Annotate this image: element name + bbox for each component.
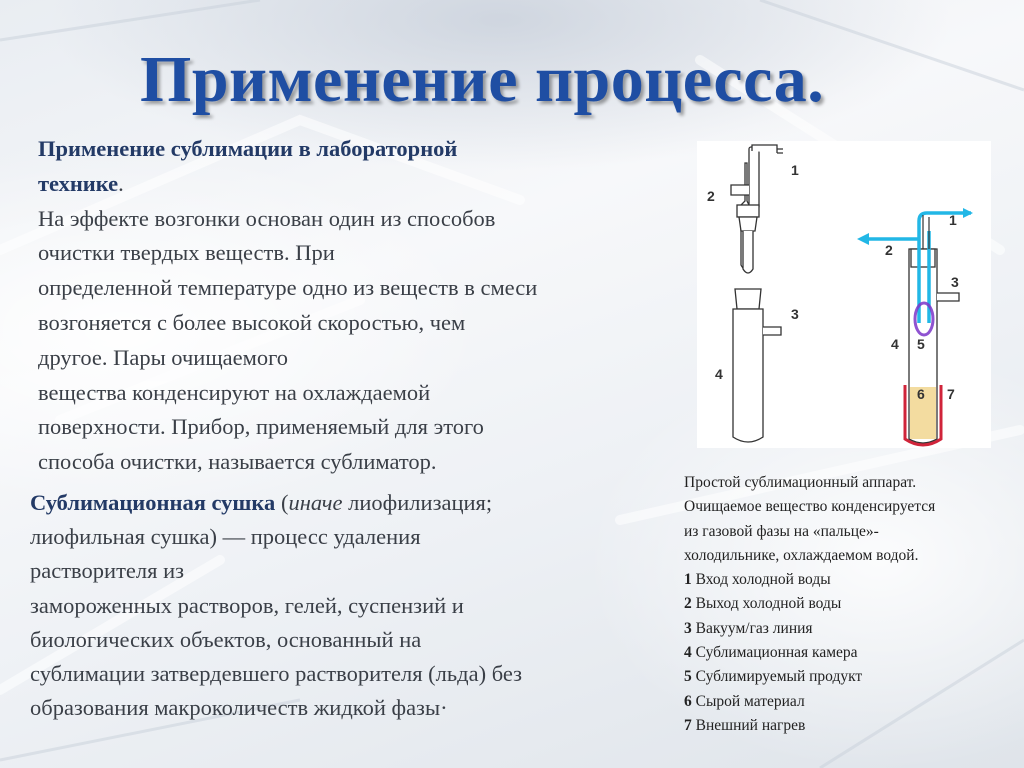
right-label-1: 1 xyxy=(949,212,957,228)
lab-line: определенной температуре одно из веществ в смеси xyxy=(38,275,538,301)
drying-rest: лиофилизация; xyxy=(342,490,493,515)
caption-item-text: Внешний нагрев xyxy=(691,716,806,734)
right-label-6: 6 xyxy=(917,386,925,402)
otherwise-word: иначе xyxy=(288,490,343,515)
lab-line: поверхности. Прибор, применяемый для этого xyxy=(38,414,484,440)
lab-application-text xyxy=(38,132,678,480)
lab-line: другое. Пары очищаемого xyxy=(38,344,289,370)
lab-line: На эффекте возгонки основан один из способов xyxy=(38,205,496,231)
sublimator-diagram xyxy=(697,141,991,448)
freeze-drying-term: Сублимационная сушка xyxy=(30,490,276,515)
caption-line: Простой сублимационный аппарат. xyxy=(684,474,917,491)
caption-item-number: 6 xyxy=(684,692,692,710)
slide-title: Применение процесса. xyxy=(140,43,825,116)
caption-line: из газовой фазы на «пальце»- xyxy=(684,522,879,540)
caption-item-text: Выход холодной воды xyxy=(691,595,842,613)
cold-water-outlet-arrow xyxy=(857,233,869,245)
right-label-7: 7 xyxy=(947,386,955,402)
caption-item xyxy=(684,641,1024,665)
caption-item-number: 7 xyxy=(684,716,692,734)
cold-finger-disassembled xyxy=(731,145,777,273)
caption-item-number: 5 xyxy=(684,668,692,686)
drying-line: растворителя из xyxy=(30,558,185,584)
drying-line: замороженных растворов, гелей, суспензий и xyxy=(30,592,464,618)
caption-item xyxy=(684,714,1024,738)
open-paren: ( xyxy=(275,490,289,515)
left-label-2: 2 xyxy=(707,188,715,204)
drying-line: биологических объектов, основанный на xyxy=(30,626,422,652)
chamber-disassembled xyxy=(733,289,781,442)
freeze-drying-text xyxy=(30,486,660,725)
caption-item-number: 4 xyxy=(684,644,692,662)
caption-item-number: 3 xyxy=(684,619,692,637)
caption-item xyxy=(684,617,1024,641)
caption-item-number: 2 xyxy=(684,595,692,613)
caption-item xyxy=(684,592,1024,616)
caption-item xyxy=(684,665,1024,689)
lab-line: очистки твердых веществ. При xyxy=(38,240,335,266)
lab-heading-end: . xyxy=(118,170,124,196)
lab-heading: Применение сублимации в лабораторной xyxy=(38,136,458,161)
caption-item-text: Вакуум/газ линия xyxy=(691,619,813,637)
right-label-4: 4 xyxy=(891,336,899,352)
caption-item-text: Сублимируемый продукт xyxy=(691,668,863,686)
drying-line: лиофильная сушка) — процесс удаления xyxy=(30,524,421,550)
left-label-4: 4 xyxy=(715,366,723,382)
drying-line: образования макроколичеств жидкой фазы· xyxy=(30,695,448,721)
left-label-3: 3 xyxy=(791,306,799,322)
caption-item-number: 1 xyxy=(684,571,692,589)
caption-item-text: Вход холодной воды xyxy=(691,571,831,589)
caption-item-text: Сублимационная камера xyxy=(691,644,858,662)
caption-item-text: Сырой материал xyxy=(691,692,805,710)
caption-line: холодильнике, охлаждаемом водой. xyxy=(684,546,919,564)
figure-caption xyxy=(684,471,1024,738)
caption-line: Очищаемое вещество конденсируется xyxy=(684,498,936,516)
caption-item xyxy=(684,690,1024,714)
lab-heading-2: технике xyxy=(38,170,119,196)
left-label-1: 1 xyxy=(791,162,799,178)
right-label-5: 5 xyxy=(917,336,925,352)
right-label-2: 2 xyxy=(885,242,893,258)
lab-line: способа очистки, называется сублиматор. xyxy=(38,449,437,475)
caption-item xyxy=(684,568,1024,592)
lab-line: вещества конденсируют на охлаждаемой xyxy=(38,379,431,405)
drying-line: сублимации затвердевшего растворителя (льда) без xyxy=(30,661,523,687)
right-label-3: 3 xyxy=(951,274,959,290)
lab-line: возгоняется с более высокой скоростью, чем xyxy=(38,309,466,335)
